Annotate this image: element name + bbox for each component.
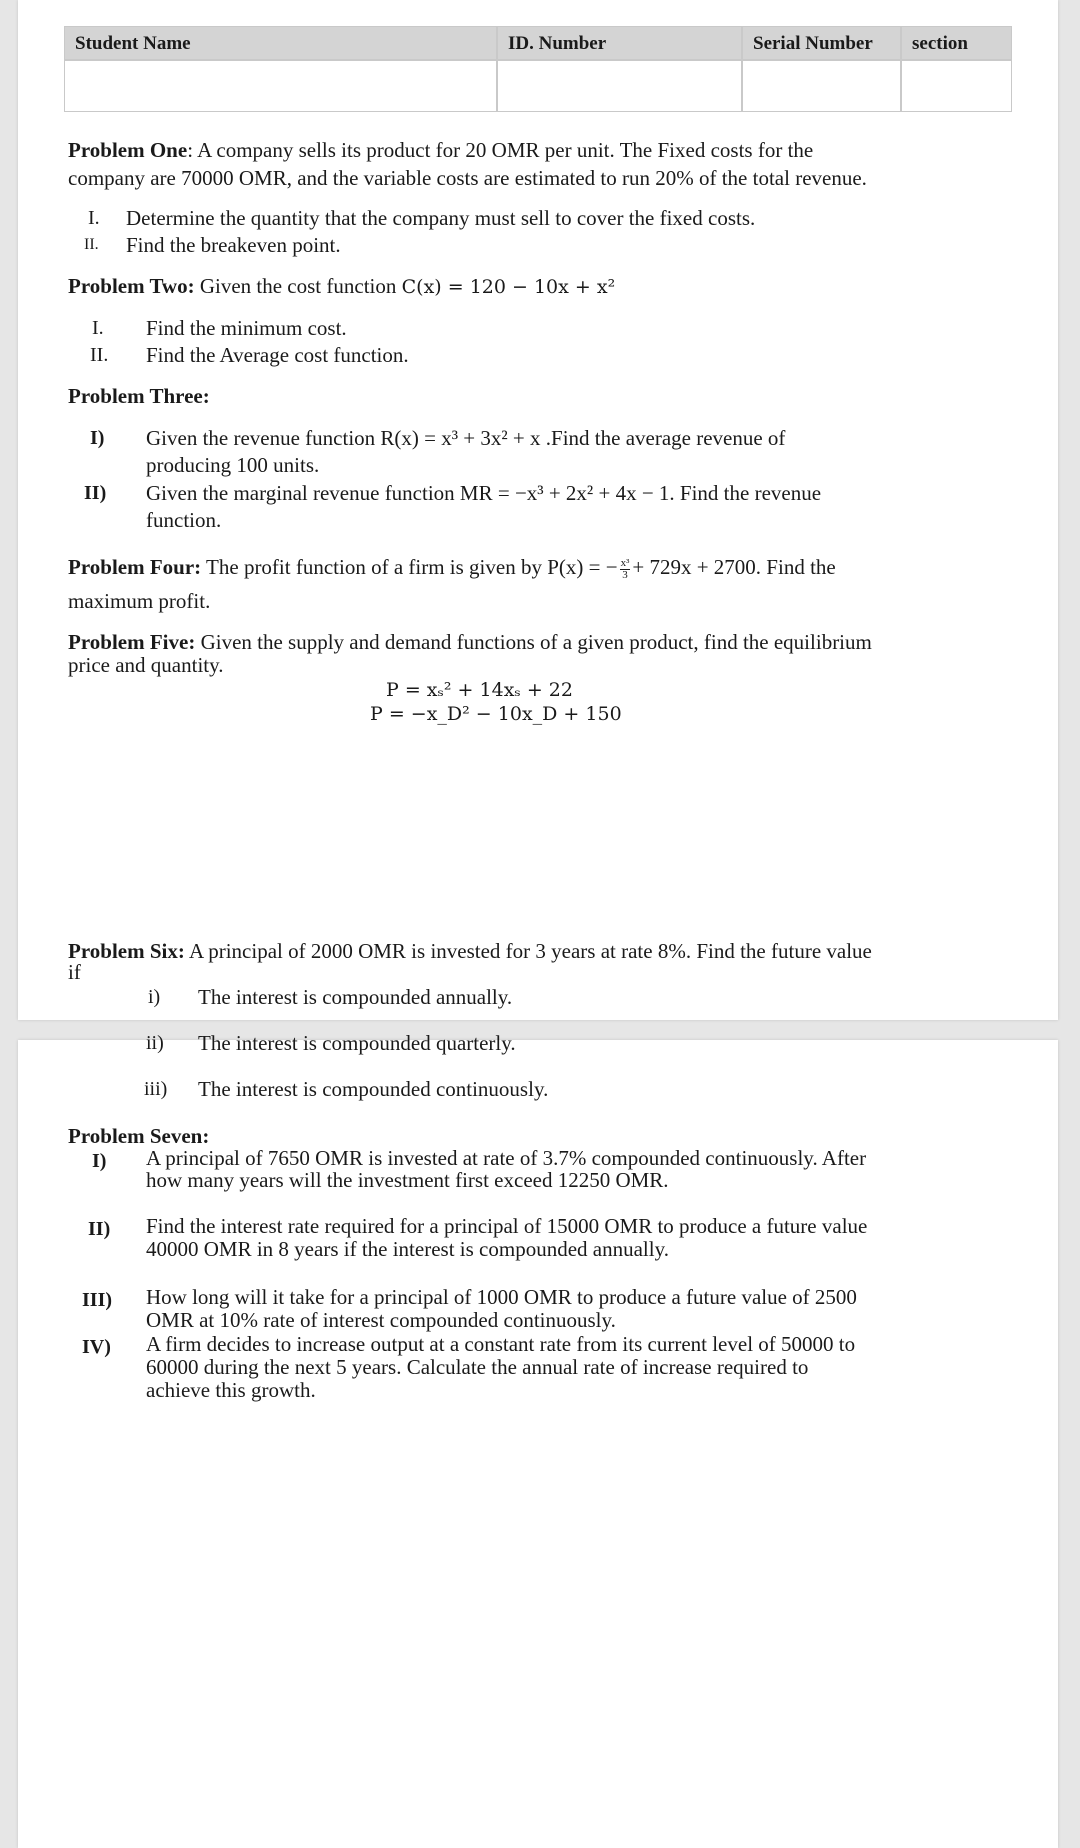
problem-two-title: Problem Two: [68, 274, 195, 298]
problem-four-line2: maximum profit. [68, 589, 211, 613]
fraction-denominator: 3 [622, 568, 628, 581]
problem-one-text1: : A company sells its product for 20 OMR per unit. The Fixed costs for the [187, 138, 814, 162]
list-marker: I) [90, 427, 105, 449]
student-name-header: Student Name [64, 26, 497, 60]
serial-number-header: Serial Number [742, 26, 901, 60]
problem-six-item-3-b: The interest is compounded continuously. [198, 1077, 549, 1101]
list-marker: I. [92, 317, 104, 339]
problem-three-item-1-line1: Given the revenue function R(x) = x³ + 3x² + x .Find the average revenue of [146, 426, 786, 450]
page-two [18, 1040, 1058, 1848]
problem-four-line1 [68, 553, 836, 581]
problem-three-title: Problem Three: [68, 384, 210, 408]
list-marker: iii) [144, 1078, 168, 1100]
student-name-field[interactable] [64, 60, 497, 112]
problem-seven-item-3-line2: OMR at 10% rate of interest compounded continuously. [146, 1308, 616, 1332]
problem-six-line2-b: if [68, 960, 81, 984]
id-number-header: ID. Number [497, 26, 742, 60]
problem-seven-item-2-line2: 40000 OMR in 8 years if the interest is compounded annually. [146, 1237, 669, 1261]
section-field[interactable] [901, 60, 1012, 112]
problem-six-title-b: Problem Six: [68, 939, 185, 963]
id-number-field[interactable] [497, 60, 742, 112]
list-marker: IV) [82, 1336, 111, 1358]
problem-three-item-2-line1: Given the marginal revenue function MR = −x³ + 2x² + 4x − 1. Find the revenue [146, 481, 822, 505]
problem-five-line2: price and quantity. [68, 653, 224, 677]
problem-seven-item-2-line1: Find the interest rate required for a principal of 15000 OMR to produce a future value [146, 1214, 868, 1238]
fraction-numerator: x³ [620, 556, 630, 569]
problem-seven-item-4-line2: 60000 during the next 5 years. Calculate the annual rate of increase required to [146, 1355, 809, 1379]
problem-four-fraction [620, 558, 631, 581]
list-marker: ii) [146, 1032, 164, 1054]
problem-seven-item-3-line1: How long will it take for a principal of 1000 OMR to produce a future value of 2500 [146, 1285, 857, 1309]
serial-number-field[interactable] [742, 60, 901, 112]
problem-four-text-b: + 729x + 2700. Find the [632, 555, 836, 579]
list-marker: II) [88, 1218, 111, 1240]
list-marker: III) [82, 1289, 113, 1311]
problem-one-line1 [68, 136, 813, 164]
problem-two-item-1: Find the minimum cost. [146, 316, 347, 340]
problem-seven-item-4-line3: achieve this growth. [146, 1378, 316, 1402]
problem-seven-item-1-line1: A principal of 7650 OMR is invested at rate of 3.7% compounded continuously. After [146, 1146, 867, 1170]
problem-seven-title: Problem Seven: [68, 1124, 210, 1148]
problem-three-item-2-line2: function. [146, 508, 222, 532]
problem-two-formula: C(x) = 120 − 10x + x² [401, 276, 616, 298]
problem-two-item-2: Find the Average cost function. [146, 343, 409, 367]
section-header: section [901, 26, 1012, 60]
problem-seven-item-1-line2: how many years will the investment first exceed 12250 OMR. [146, 1168, 669, 1192]
problem-three-item-1-line2: producing 100 units. [146, 453, 320, 477]
demand-equation: P = −x_D² − 10x_D + 150 [370, 703, 622, 725]
problem-six-item-1-b: The interest is compounded annually. [198, 985, 513, 1009]
problem-one-title: Problem One [68, 138, 188, 162]
student-info-table [64, 26, 1012, 112]
problem-five-title: Problem Five: [68, 630, 196, 654]
problem-seven-item-4-line1: A firm decides to increase output at a constant rate from its current level of 50000 to [146, 1332, 856, 1356]
problem-one-line2: company are 70000 OMR, and the variable costs are estimated to run 20% of the total revenue. [68, 166, 867, 190]
problem-one-item-1: Determine the quantity that the company must sell to cover the fixed costs. [126, 206, 756, 230]
problem-five-text1: Given the supply and demand functions of a given product, find the equilibrium [195, 630, 872, 654]
list-marker: II) [84, 482, 107, 504]
list-marker: I. [88, 207, 100, 229]
problem-two-text: Given the cost function [194, 274, 402, 298]
list-marker: i) [148, 986, 161, 1008]
problem-two-line [68, 272, 615, 301]
list-marker: II. [84, 236, 99, 253]
supply-equation: P = xₛ² + 14xₛ + 22 [386, 679, 573, 701]
problem-four-title: Problem Four: [68, 555, 202, 579]
problem-one-item-2: Find the breakeven point. [126, 233, 341, 257]
problem-four-text-a: The profit function of a firm is given by P(x) = − [201, 555, 618, 579]
list-marker: I) [92, 1150, 107, 1172]
list-marker: II. [90, 344, 109, 366]
problem-six-item-2-b: The interest is compounded quarterly. [198, 1031, 516, 1055]
page-one [18, 0, 1058, 1020]
problem-six-text1-b: A principal of 2000 OMR is invested for 3 years at rate 8%. Find the future value [184, 939, 872, 963]
